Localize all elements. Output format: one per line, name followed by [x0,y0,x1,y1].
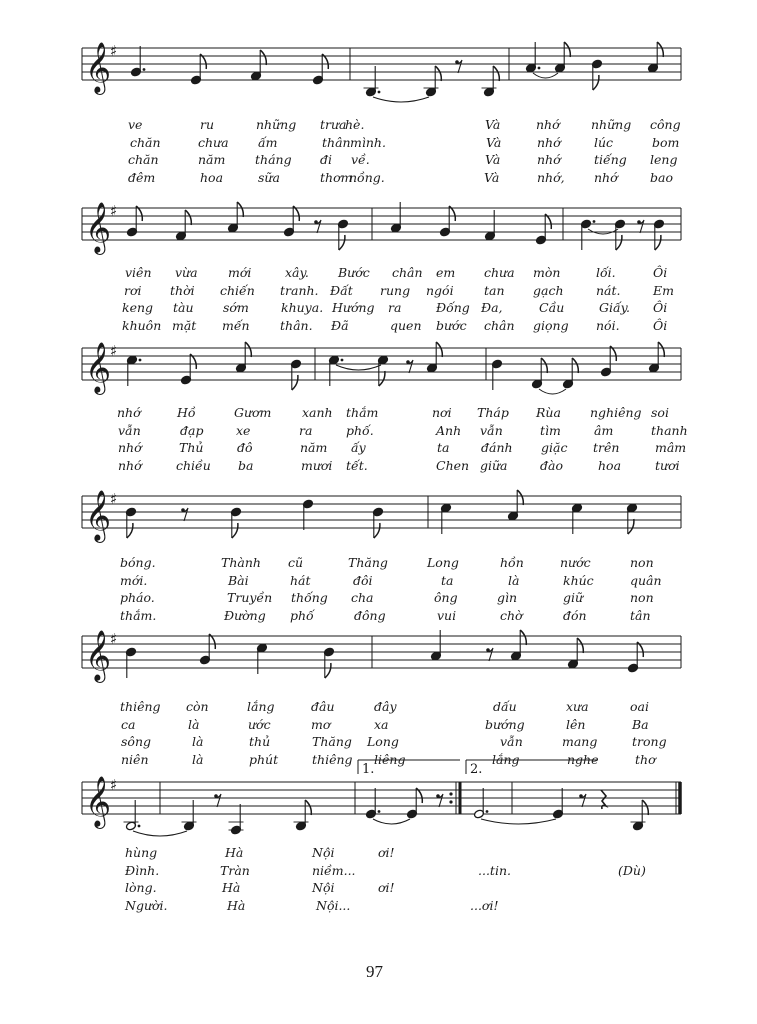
lyric-syllable: sông [121,734,151,749]
lyric-syllable: đi [320,152,332,167]
lyric-syllable: chăn [130,134,161,150]
treble-clef-icon: 𝄞 [85,776,112,827]
lyric-syllable: đón [563,607,587,623]
lyric-syllable: thắm. [120,607,157,623]
lyric-syllable: thiêng [120,699,161,714]
lyric-syllable: Long [367,734,399,749]
lyric-syllable: tiếng [594,152,627,167]
lyric-syllable: ve [128,117,143,132]
lyric-syllable: Và [485,117,501,132]
lyric-syllable: niềm... [312,862,356,878]
treble-clef-icon: 𝄞 [85,202,112,253]
lyric-syllable: ra [388,300,402,315]
key-signature-sharp-icon: ♯ [110,776,118,794]
lyric-syllable: chiều [176,457,211,473]
lyric-syllable: Đã [331,317,349,333]
lyric-syllable: Rùa [536,405,561,420]
lyric-syllable: soi [651,405,669,420]
key-signature-sharp-icon: ♯ [110,630,118,648]
lyric-syllable: mâm [655,440,687,455]
lyric-syllable: nói. [596,317,620,333]
lyric-syllable: chân [484,317,515,333]
lyric-syllable: phố. [346,422,374,438]
lyric-syllable: đô [237,440,253,455]
lyric-syllable: tàu [173,300,194,315]
lyric-syllable: Đường [224,607,266,623]
lyric-syllable: năm [300,440,328,455]
lyric-syllable: ...ơi! [470,897,499,913]
lyric-syllable: ta [441,572,454,588]
lyric-syllable: Và [484,169,500,185]
lyric-syllable: mới [228,265,252,280]
lyric-syllable: ngói [426,282,454,298]
lyric-syllable: cha [351,590,374,605]
lyric-syllable: thơ [635,751,656,767]
lyric-syllable: gìn [497,590,518,605]
lyric-syllable: hè. [345,117,365,132]
lyric-syllable: tìm [540,422,561,438]
lyric-syllable: tháng [255,152,292,167]
lyric-syllable: ru [200,117,215,132]
lyric-syllable: ông [434,590,458,605]
lyric-syllable: bước [436,317,467,333]
lyric-syllable: thân [322,134,351,150]
lyric-syllable: giọng [533,317,569,333]
lyric-syllable: sớm [223,300,249,315]
lyric-syllable: đâu [311,699,335,714]
lyric-syllable: Giấy. [599,300,631,315]
lyric-syllable: tân [630,607,651,623]
lyric-syllable: ba [238,457,254,473]
lyric-syllable: chiến [220,282,255,298]
lyric-syllable: nhớ [594,169,618,185]
lyric-syllable: ước [248,716,271,732]
key-signature-sharp-icon: ♯ [110,42,118,60]
lyric-syllable: tươi [655,457,680,473]
lyric-syllable: Hà [227,897,246,913]
treble-clef-icon: 𝄞 [85,42,112,93]
lyric-syllable: đây [374,699,397,714]
lyric-syllable: âm [594,422,614,438]
lyric-syllable: Nội... [316,897,351,913]
lyric-syllable: tan [484,282,505,298]
lyric-syllable: quen [390,317,422,333]
lyric-syllable: mươi [301,457,333,473]
lyric-syllable: Đa, [481,300,503,315]
lyric-syllable: xe [236,422,251,438]
lyric-syllable: Thăng [312,734,352,749]
lyric-syllable: khúc [563,572,594,588]
lyric-syllable: thiêng [312,751,353,767]
lyric-syllable: nhớ, [537,169,565,185]
lyric-syllable: ơi! [378,845,395,860]
lyric-syllable: những [591,117,632,132]
lyric-syllable: rung [380,282,411,298]
lyric-syllable: Truyền [227,590,273,605]
lyric-syllable: đôi [353,572,373,588]
lyric-syllable: ấy [351,440,366,455]
lyric-syllable: chờ [500,607,523,623]
lyric-syllable: về. [351,152,370,167]
lyric-syllable: nghe [567,751,599,767]
lyric-syllable: những [256,117,297,132]
lyric-syllable: (Dù) [618,862,646,878]
lyric-syllable: nhớ [118,457,142,473]
lyric-syllable: nước [560,555,591,570]
lyric-syllable: em [436,265,456,280]
lyric-syllable: xây. [285,265,309,280]
lyric-syllable: nát. [596,282,621,298]
lyric-syllable: công [650,117,681,132]
lyric-syllable: thanh [651,422,688,438]
lyric-syllable: quân [630,572,662,588]
lyric-syllable: mặt [172,317,197,333]
lyric-syllable: rơi [124,282,142,298]
lyric-syllable: nhớ [117,405,141,420]
lyric-syllable: trưa [320,117,347,132]
lyric-syllable: Ba [632,716,649,732]
lyric-syllable: Ôi [653,317,668,333]
lyric-syllable: phố [290,607,314,623]
lyric-syllable: đào [540,457,563,473]
lyric-syllable: nhớ [118,440,142,455]
lyric-syllable: tranh. [280,282,319,298]
lyric-syllable: Thủ [179,440,204,455]
lyric-syllable: Long [427,555,459,570]
lyric-syllable: thắm [346,405,379,420]
lyric-syllable: ơi! [378,880,395,895]
lyric-syllable: Anh [436,422,462,438]
lyric-syllable: pháo. [120,590,155,605]
lyric-syllable: là [508,572,520,588]
lyric-syllable: hồn [500,555,524,570]
lyric-syllable: nơi [432,405,452,420]
lyric-syllable: thống [291,590,328,605]
lyric-syllable: Nội [312,880,335,895]
lyric-syllable: Hà [225,845,244,860]
lyric-syllable: Đống [436,300,470,315]
lyric-syllable: là [192,751,204,767]
lyric-syllable: thơm [320,169,353,185]
lyric-syllable: Đất [330,282,353,298]
lyric-syllable: giặc [541,440,568,455]
lyric-syllable: lúc [594,134,614,150]
lyric-syllable: Gươm [234,405,272,420]
lyric-syllable: Bước [338,265,370,280]
lyric-syllable: sữa [258,169,280,185]
lyric-syllable: mang [562,734,598,749]
lyric-syllable: cũ [288,555,304,570]
lyric-syllable: thân. [280,317,313,333]
lyric-syllable: Chen [436,457,470,473]
key-signature-sharp-icon: ♯ [110,490,118,508]
lyric-syllable: Người. [125,897,168,913]
treble-clef-icon: 𝄞 [85,342,112,393]
lyric-syllable: Ôi [653,300,668,315]
lyric-syllable: Thành [221,555,261,570]
lyric-syllable: lối. [596,265,616,280]
lyric-syllable: non [630,555,654,570]
lyric-syllable: Hướng [332,300,375,315]
lyric-syllable: leng [650,152,678,167]
lyric-syllable: đông [354,607,386,623]
lyric-syllable: mến [222,317,250,333]
lyric-syllable: bao [650,169,673,185]
lyric-syllable: chưa [198,134,229,150]
lyric-syllable: nhớ [537,152,561,167]
lyric-syllable: là [188,716,200,732]
lyric-syllable: liêng [374,751,406,767]
lyric-syllable: trong [632,734,667,749]
lyric-syllable: trên [593,440,620,455]
lyric-syllable: xa [374,716,389,732]
lyric-syllable: ấm [258,134,278,150]
lyric-syllable: Đình. [125,862,160,878]
lyric-syllable: nhớ [536,117,560,132]
lyric-syllable: vừa [175,265,198,280]
lyric-syllable: Cầu [539,300,565,315]
lyric-syllable: mơ [311,716,331,732]
lyric-syllable: nhớ [537,134,561,150]
lyric-syllable: Hà [222,880,241,895]
lyric-syllable: Tràn [220,862,250,878]
lyric-syllable: lòng. [125,880,157,895]
lyric-syllable: phút [249,751,279,767]
lyric-syllable: xưa [566,699,589,714]
lyric-syllable: khuya. [281,300,324,315]
lyric-syllable: Thăng [348,555,388,570]
lyric-syllable: Bài [228,572,249,588]
lyric-syllable: đạp [180,422,204,438]
lyric-syllable: năm [198,152,226,167]
lyric-syllable: nghiêng [590,405,642,420]
lyric-syllable: chân [392,265,423,280]
lyric-syllable: Tháp [477,405,509,420]
volta-label-1: 1. [362,762,375,777]
treble-clef-icon: 𝄞 [85,630,112,681]
lyric-syllable: vẫn [480,422,503,438]
lyric-syllable: tết. [346,457,368,473]
lyric-syllable: bướng [485,716,525,732]
lyric-syllable: viên [125,265,152,280]
lyric-syllable: hoa [200,169,224,185]
lyric-syllable: lắng [247,699,275,714]
lyric-syllable: khuôn [122,317,162,333]
lyric-syllable: nồng. [349,169,385,185]
lyric-syllable: ta [437,440,450,455]
lyric-syllable: dấu [493,699,517,714]
lyric-syllable: giữ [563,590,584,605]
lyric-syllable: non [630,590,654,605]
lyric-syllable: mòn [533,265,561,280]
lyric-syllable: lắng [492,751,520,767]
lyric-syllable: thời [170,282,195,298]
key-signature-sharp-icon: ♯ [110,202,118,220]
lyric-syllable: đêm [128,169,156,185]
lyric-syllable: lên [566,716,586,732]
lyric-syllable: Em [653,282,674,298]
lyric-syllable: Và [485,152,501,167]
volta-label-2: 2. [470,762,483,777]
lyric-syllable: vẫn [118,422,141,438]
lyric-syllable: là [192,734,204,749]
lyric-syllable: Ôi [653,265,668,280]
lyric-syllable: bóng. [120,555,156,570]
lyric-syllable: giữa [480,457,508,473]
lyric-syllable: Nội [312,845,335,860]
lyric-syllable: hùng [125,845,158,860]
lyric-syllable: Hồ [177,405,196,420]
lyric-syllable: hát [290,572,311,588]
treble-clef-icon: 𝄞 [85,490,112,541]
lyric-syllable: xanh [302,405,333,420]
page-number: 97 [366,962,383,981]
lyric-syllable: gạch [533,282,564,298]
lyric-syllable: còn [186,699,209,714]
lyric-syllable: chăn [128,152,159,167]
lyric-syllable: mình. [350,134,386,150]
lyric-syllable: keng [122,300,154,315]
lyric-syllable: niên [121,751,149,767]
lyric-syllable: vui [437,607,457,623]
lyric-syllable: đánh [481,440,513,455]
key-signature-sharp-icon: ♯ [110,342,118,360]
lyric-syllable: vẫn [500,734,523,749]
lyric-syllable: Và [486,134,502,150]
lyric-syllable: ra [299,422,313,438]
lyric-syllable: ...tin. [478,862,511,878]
lyric-syllable: oai [630,699,649,714]
lyric-syllable: ca [121,716,136,732]
lyric-syllable: hoa [598,457,622,473]
lyric-syllable: bom [652,134,680,150]
lyric-syllable: thủ [249,734,271,749]
lyric-syllable: mới. [120,572,148,588]
lyric-syllable: chưa [484,265,515,280]
